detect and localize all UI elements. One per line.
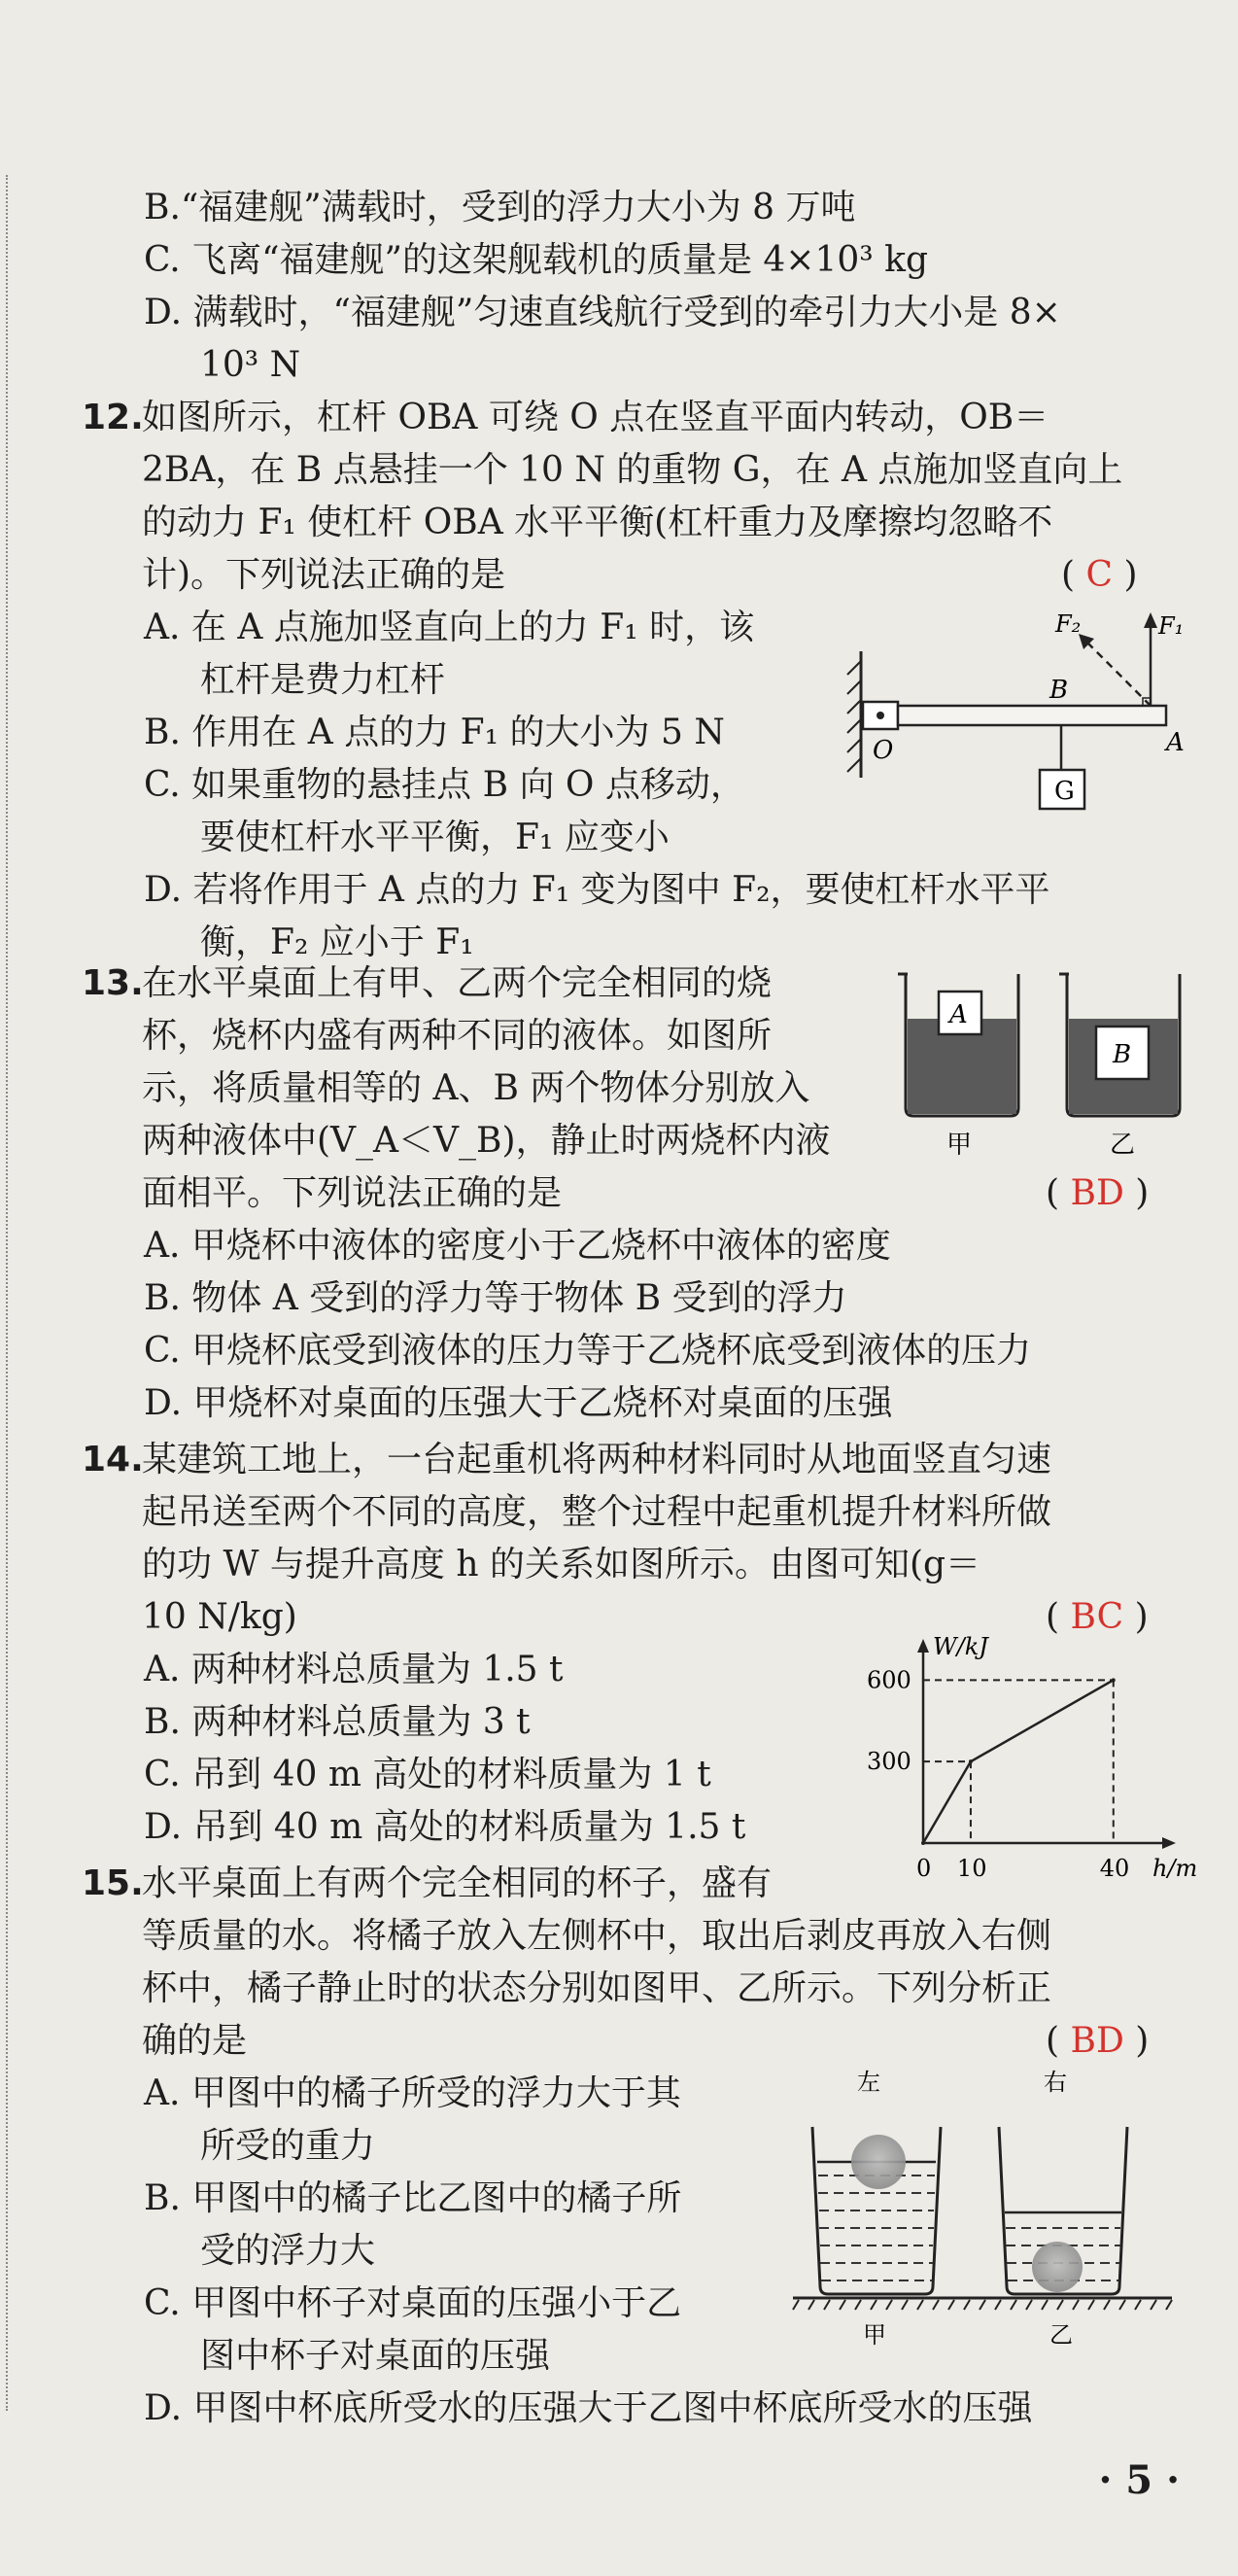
y-tick-600: 600 xyxy=(867,1666,911,1694)
q13-stem-line2: 杯，烧杯内盛有两种不同的液体。如图所 xyxy=(142,1016,773,1056)
q15-answer: BD xyxy=(1070,2021,1124,2061)
cup-left-label: 左 xyxy=(857,2069,880,2096)
q14-option-c: C. 吊到 40 m 高处的材料质量为 1 t xyxy=(144,1755,711,1794)
q13-option-d: D. 甲烧杯对桌面的压强大于乙烧杯对桌面的压强 xyxy=(144,1383,893,1423)
q11-option-c: C. 飞离“福建舰”的这架舰载机的质量是 4×10³ kg xyxy=(144,240,929,280)
q12-option-b: B. 作用在 A 点的力 F₁ 的大小为 5 N xyxy=(144,713,725,752)
q15-option-d: D. 甲图中杯底所受水的压强大于乙图中杯底所受水的压强 xyxy=(144,2388,1033,2428)
data-point-2 xyxy=(1112,1678,1116,1682)
q12-option-a-line2: 杠杆是费力杠杆 xyxy=(200,660,446,700)
binding-margin xyxy=(6,175,11,2411)
q12-option-c-line1: C. 如果重物的悬挂点 B 向 O 点移动， xyxy=(144,765,745,805)
q14-option-d: D. 吊到 40 m 高处的材料质量为 1.5 t xyxy=(144,1807,746,1847)
orange-sunk xyxy=(1032,2242,1083,2292)
q14-option-a: A. 两种材料总质量为 1.5 t xyxy=(144,1650,564,1689)
object-b-label: B xyxy=(1113,1040,1132,1069)
q15-option-a-line2: 所受的重力 xyxy=(200,2126,376,2166)
q14-answer: BC xyxy=(1070,1597,1124,1637)
data-point-0 xyxy=(921,1841,925,1845)
q12-option-d-line1: D. 若将作用于 A 点的力 F₁ 变为图中 F₂，要使杠杆水平平 xyxy=(144,870,1050,910)
q15-option-a-line1: A. 甲图中的橘子所受的浮力大于其 xyxy=(144,2073,681,2113)
y-axis-label: W/kJ xyxy=(933,1633,988,1660)
label-f1: F₁ xyxy=(1158,612,1185,640)
q12-option-c-line2: 要使杠杆水平平衡，F₁ 应变小 xyxy=(200,818,670,857)
label-o: O xyxy=(873,736,894,765)
q15-stem-line4: 确的是 xyxy=(142,2021,248,2061)
beakers-figure xyxy=(894,962,1205,1160)
label-f2: F₂ xyxy=(1055,610,1082,638)
work-height-chart xyxy=(855,1633,1198,1886)
q12-stem-line2: 2BA，在 B 点悬挂一个 10 N 的重物 G，在 A 点施加竖直向上 xyxy=(142,450,1123,490)
y-axis-arrow xyxy=(917,1639,929,1653)
q13-stem-line4: 两种液体中(V_A＜V_B)，静止时两烧杯内液 xyxy=(142,1121,831,1161)
q14-option-b: B. 两种材料总质量为 3 t xyxy=(144,1702,531,1742)
x-axis-arrow xyxy=(1162,1837,1176,1849)
cups-figure xyxy=(793,2061,1182,2352)
beaker-jia-label: 甲 xyxy=(946,1131,973,1160)
label-g: G xyxy=(1054,777,1075,806)
q15-option-b-line1: B. 甲图中的橘子比乙图中的橘子所 xyxy=(144,2178,682,2218)
x-axis-label: h/m xyxy=(1152,1855,1198,1882)
q12-answer-bracket: ( C ) xyxy=(1061,555,1138,595)
cup-right-label: 右 xyxy=(1044,2069,1067,2096)
q12-stem-line1: 如图所示，杠杆 OBA 可绕 O 点在竖直平面内转动，OB＝ xyxy=(142,398,1049,437)
page-number: · 5 · xyxy=(1098,2457,1180,2503)
q14-stem-line3: 的功 W 与提升高度 h 的关系如图所示。由图可知(g＝ xyxy=(142,1545,981,1584)
data-point-1 xyxy=(969,1759,973,1763)
q14-answer-bracket: ( BC ) xyxy=(1046,1597,1149,1637)
beaker-yi-label: 乙 xyxy=(1110,1131,1136,1160)
q13-option-c: C. 甲烧杯底受到液体的压力等于乙烧杯底受到液体的压力 xyxy=(144,1331,1032,1371)
q15-option-c-line2: 图中杯子对桌面的压强 xyxy=(200,2336,551,2376)
q14-stem-line1: 某建筑工地上，一台起重机将两种材料同时从地面竖直匀速 xyxy=(142,1440,1052,1479)
q13-number: 13. xyxy=(82,963,144,1003)
q13-answer-bracket: ( BD ) xyxy=(1046,1173,1150,1213)
cup-yi-label: 乙 xyxy=(1049,2321,1073,2349)
label-a: A xyxy=(1166,728,1185,757)
q15-stem-line1: 水平桌面上有两个完全相同的杯子，盛有 xyxy=(142,1863,773,1903)
q12-number: 12. xyxy=(82,398,144,437)
q14-number: 14. xyxy=(82,1440,144,1479)
q12-option-a-line1: A. 在 A 点施加竖直向上的力 F₁ 时，该 xyxy=(144,608,755,647)
x-tick-10: 10 xyxy=(956,1855,987,1882)
q15-answer-bracket: ( BD ) xyxy=(1046,2021,1150,2061)
q15-option-c-line1: C. 甲图中杯子对桌面的压强小于乙 xyxy=(144,2283,682,2323)
q14-stem-line4: 10 N/kg) xyxy=(142,1597,297,1637)
q15-number: 15. xyxy=(82,1863,144,1903)
label-b: B xyxy=(1049,676,1069,705)
q11-option-d-line2: 10³ N xyxy=(200,345,301,385)
q14-stem-line2: 起吊送至两个不同的高度，整个过程中起重机提升材料所做 xyxy=(142,1492,1052,1532)
q12-stem-line4: 计)。下列说法正确的是 xyxy=(142,555,506,595)
orange-floating xyxy=(851,2135,906,2189)
y-tick-300: 300 xyxy=(867,1748,911,1776)
q13-answer: BD xyxy=(1070,1173,1124,1213)
lever-figure xyxy=(836,593,1205,836)
q12-option-d-line2: 衡，F₂ 应小于 F₁ xyxy=(200,922,474,962)
x-tick-40: 40 xyxy=(1099,1855,1130,1882)
q12-stem-line3: 的动力 F₁ 使杠杆 OBA 水平平衡(杠杆重力及摩擦均忽略不 xyxy=(142,503,1053,542)
q12-answer: C xyxy=(1085,555,1114,595)
q11-option-b: B.“福建舰”满载时，受到的浮力大小为 8 万吨 xyxy=(144,188,856,227)
q13-stem-line3: 示，将质量相等的 A、B 两个物体分别放入 xyxy=(142,1068,810,1108)
cup-jia-label: 甲 xyxy=(863,2321,886,2349)
x-tick-0: 0 xyxy=(916,1855,932,1882)
q15-stem-line3: 杯中，橘子静止时的状态分别如图甲、乙所示。下列分析正 xyxy=(142,1968,1052,2008)
q13-option-a: A. 甲烧杯中液体的密度小于乙烧杯中液体的密度 xyxy=(144,1226,891,1266)
q13-stem-line1: 在水平桌面上有甲、乙两个完全相同的烧 xyxy=(142,963,773,1003)
q13-option-b: B. 物体 A 受到的浮力等于物体 B 受到的浮力 xyxy=(144,1278,847,1318)
q15-stem-line2: 等质量的水。将橘子放入左侧杯中，取出后剥皮再放入右侧 xyxy=(142,1916,1052,1956)
object-a-label: A xyxy=(949,1000,968,1029)
q11-option-d-line1: D. 满载时，“福建舰”匀速直线航行受到的牵引力大小是 8× xyxy=(144,293,1061,332)
q13-stem-line5: 面相平。下列说法正确的是 xyxy=(142,1173,563,1213)
q15-option-b-line2: 受的浮力大 xyxy=(200,2231,376,2271)
